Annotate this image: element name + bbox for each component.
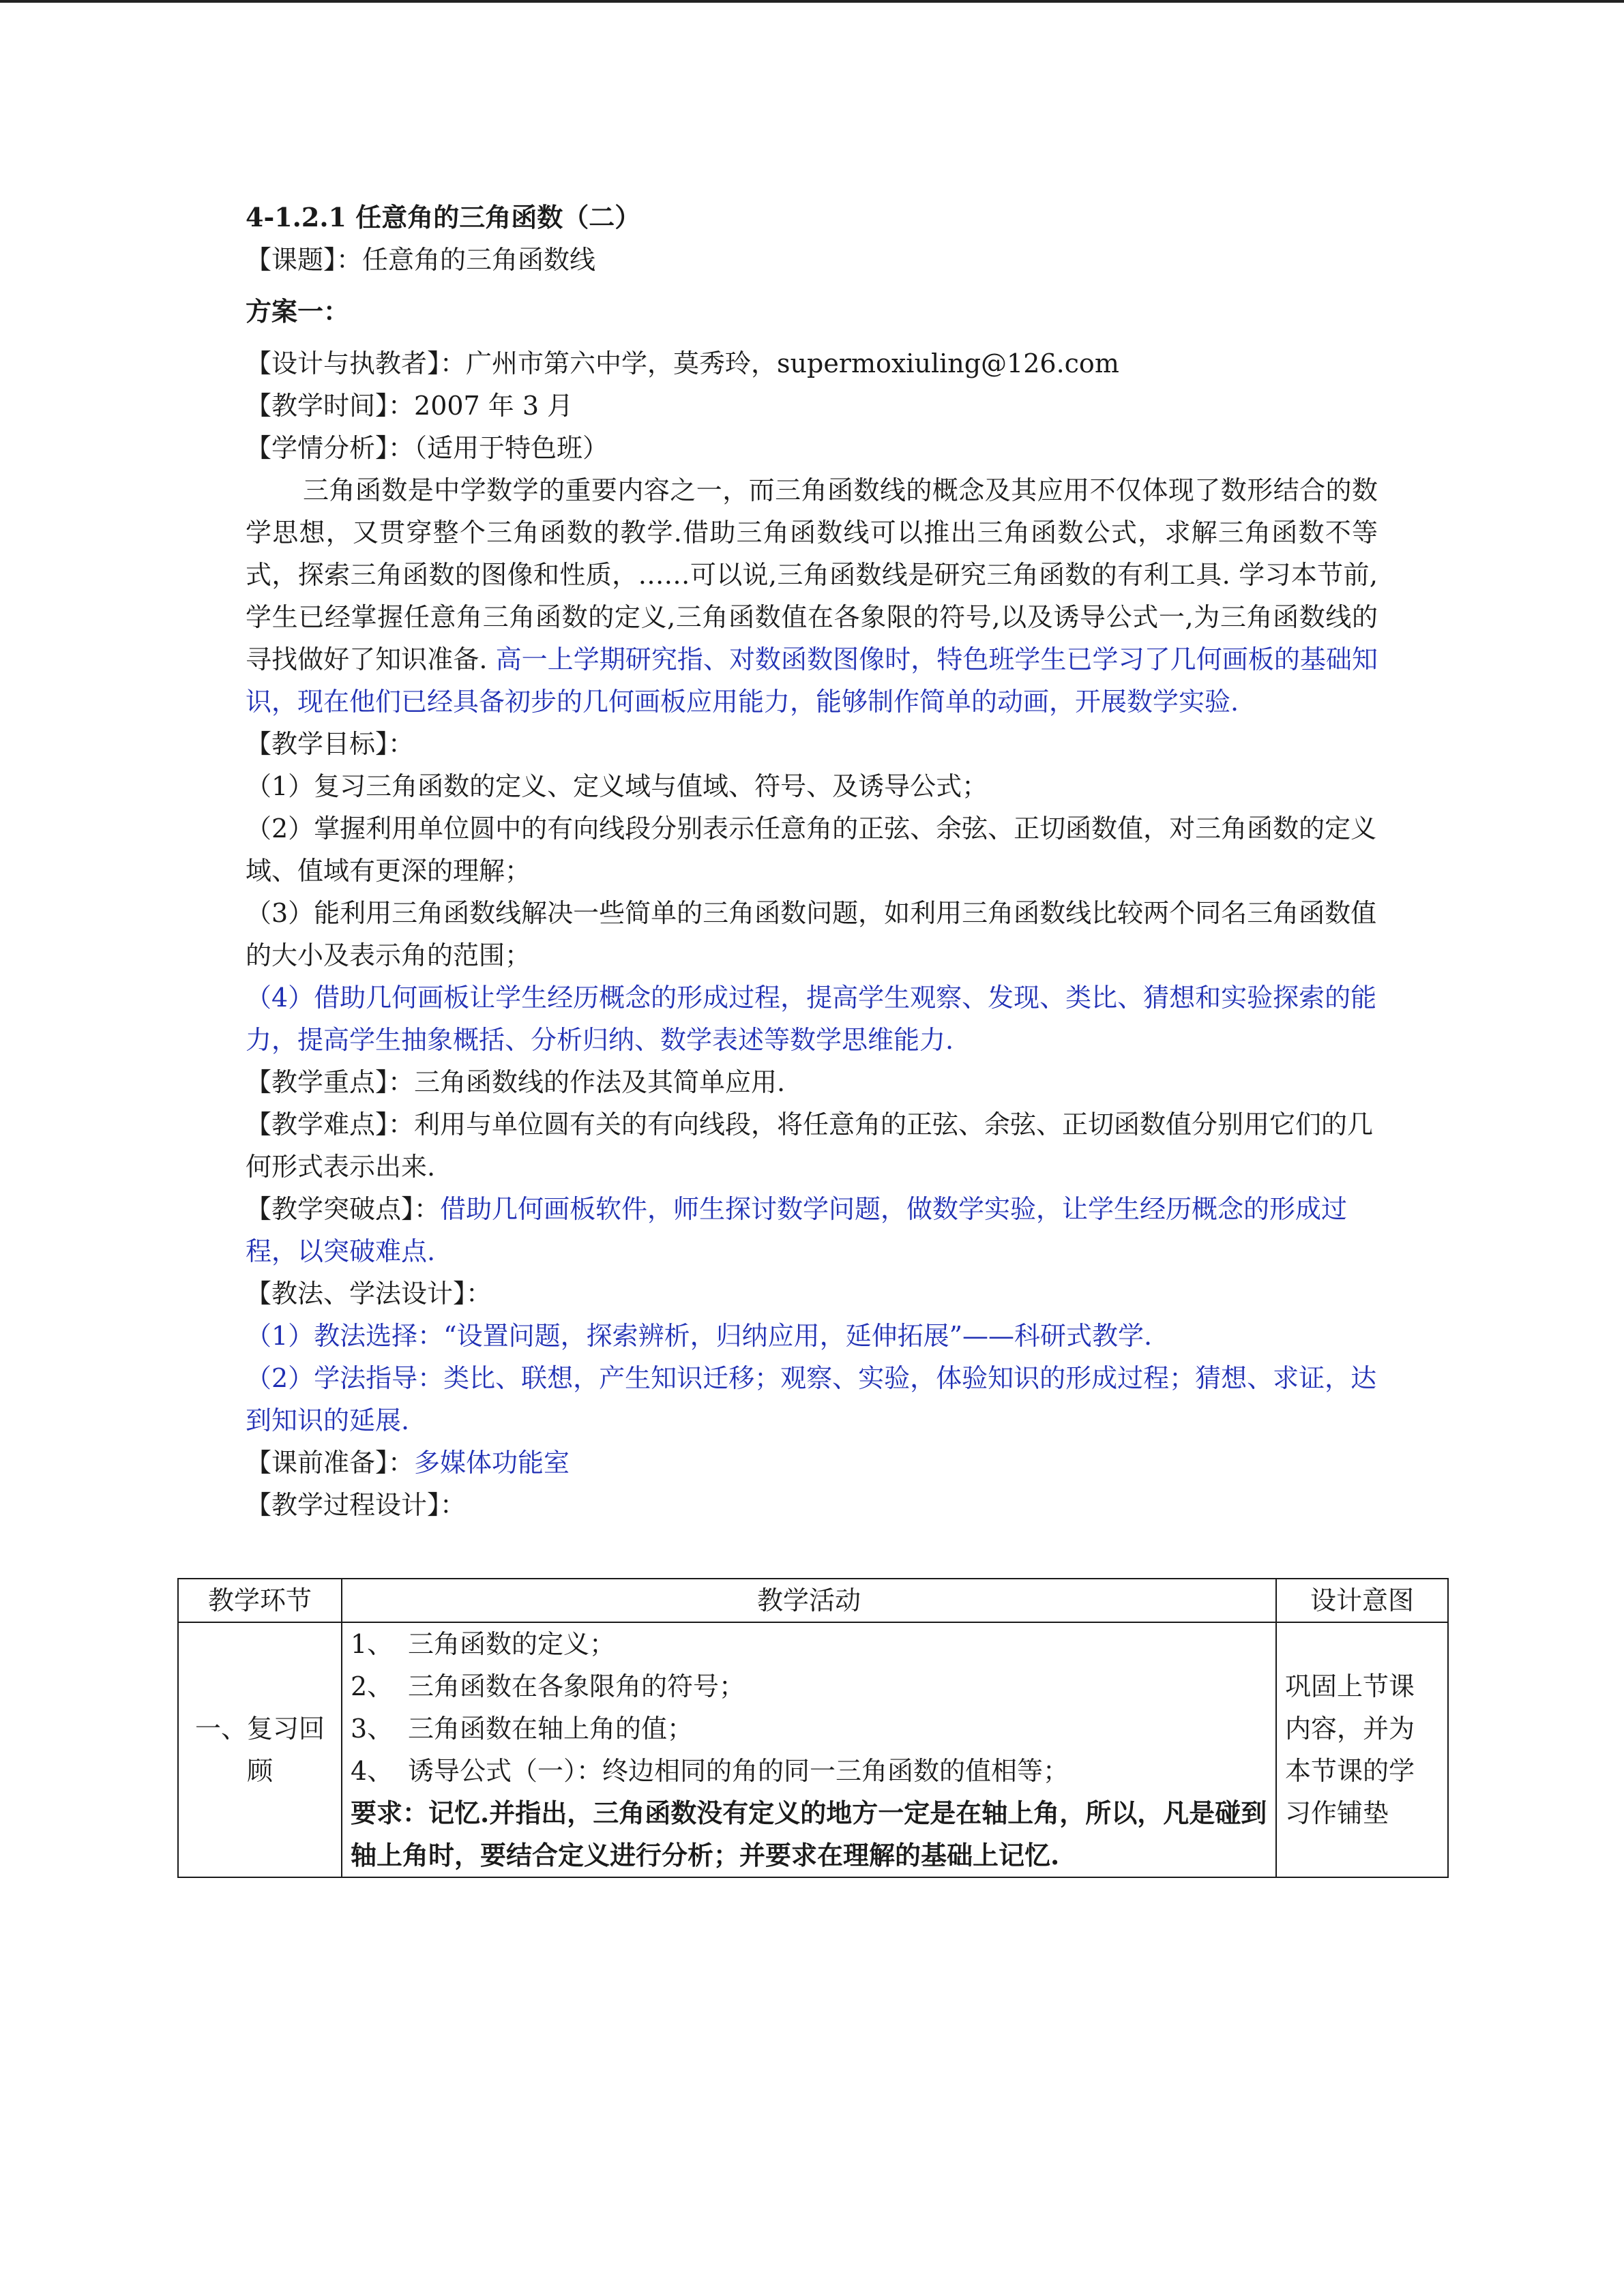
intent-cell: 巩固上节课内容，并为本节课的学习作铺垫 (1276, 1622, 1448, 1877)
process-label: 【教学过程设计】： (246, 1490, 467, 1520)
key-value: 三角函数线的作法及其简单应用. (414, 1067, 786, 1097)
activity-text: 三角函数在轴上角的值； (408, 1714, 694, 1744)
topic-row (246, 239, 1378, 281)
goal-3: （3）能利用三角函数线解决一些简单的三角函数问题，如利用三角函数线比较两个同名三角函数值的大小及表示角的范围； (246, 898, 1377, 970)
header-stage: 教学环节 (178, 1579, 342, 1622)
process-table (177, 1578, 1449, 1878)
breakthrough-row (246, 1188, 1378, 1272)
designer-label: 【设计与执教者】： (246, 348, 467, 378)
activity-text: 诱导公式（一）：终边相同的角的同一三角函数的值相等； (408, 1756, 1069, 1786)
analysis-paragraph (246, 469, 1378, 723)
goals-label: 【教学目标】： (246, 729, 415, 759)
activity-text: 三角函数的定义； (408, 1629, 616, 1659)
analysis-note: （适用于特色班） (414, 433, 609, 463)
time-label: 【教学时间】： (246, 391, 415, 421)
activity-text: 三角函数在各象限角的符号； (408, 1671, 745, 1701)
header-intent: 设计意图 (1276, 1579, 1448, 1622)
activity-number: 2、 (351, 1671, 394, 1701)
breakthrough-value: 借助几何画板软件，师生探讨数学问题，做数学实验，让学生经历概念的形成过程，以突破难点. (246, 1194, 1348, 1266)
difficulty-label: 【教学难点】： (246, 1109, 415, 1139)
method-2: （2）学法指导：类比、联想，产生知识迁移；观察、实验，体验知识的形成过程；猜想、求证，达到知识的延展. (246, 1363, 1377, 1435)
activity-item (351, 1708, 1267, 1750)
table-row (178, 1622, 1448, 1877)
time-row (246, 385, 1378, 427)
goal-2: （2）掌握利用单位圆中的有向线段分别表示任意角的正弦、余弦、正切函数值，对三角函数的定义域、值域有更深的理解； (246, 814, 1377, 886)
designer-row (246, 342, 1378, 385)
activity-requirement: 要求：记忆.并指出，三角函数没有定义的地方一定是在轴上角，所以，凡是碰到轴上角时，要结合定义进行分析；并要求在理解的基础上记忆. (351, 1798, 1267, 1870)
activity-cell (342, 1622, 1276, 1877)
prep-label: 【课前准备】： (246, 1448, 415, 1478)
activity-number: 1、 (351, 1629, 394, 1659)
analysis-text: 三角函数是中学数学的重要内容之一，而三角函数线的概念及其应用不仅体现了数形结合的数学思想，又贯穿整个三角函数的教学.借助三角函数线可以推出三角函数公式，求解三角函数不等式，探索三角函数的图像和性质，……可以说,三角函数线是研究三角函数的有利工具. 学习本节前,学生已经掌握任意角三角函数的定义,三角函数值在各象限的符号,以及诱导公式一,为三角函数线的寻找做好了知识准备. (246, 475, 1378, 674)
prep-row (246, 1442, 1378, 1484)
difficulty-row (246, 1103, 1378, 1188)
key-row (246, 1061, 1378, 1103)
topic-value: 任意角的三角函数线 (362, 245, 596, 275)
topic-label: 【课题】： (246, 245, 363, 275)
time-value: 2007 年 3 月 (414, 391, 574, 421)
breakthrough-label: 【教学突破点】： (246, 1194, 441, 1224)
activity-item (351, 1750, 1267, 1792)
activity-number: 3、 (351, 1714, 394, 1744)
stage-cell: 一、复习回顾 (178, 1622, 342, 1877)
header-activity: 教学活动 (342, 1579, 1276, 1622)
key-label: 【教学重点】： (246, 1067, 415, 1097)
method-1: （1）教法选择：“设置问题，探索辨析，归纳应用，延伸拓展”——科研式教学. (246, 1321, 1153, 1351)
activity-number: 4、 (351, 1756, 394, 1786)
analysis-row (246, 427, 1378, 469)
activity-item (351, 1665, 1267, 1708)
goal-1: （1）复习三角函数的定义、定义域与值域、符号、及诱导公式； (246, 771, 988, 801)
prep-value: 多媒体功能室 (414, 1448, 570, 1478)
method-label: 【教法、学法设计】： (246, 1279, 492, 1309)
difficulty-value: 利用与单位圆有关的有向线段，将任意角的正弦、余弦、正切函数值分别用它们的几何形式表示出来. (246, 1109, 1374, 1182)
analysis-text-highlight: 高一上学期研究指、对数函数图像时，特色班学生已学习了几何画板的基础知识，现在他们已经具备初步的几何画板应用能力，能够制作简单的动画，开展数学实验. (246, 644, 1378, 717)
analysis-label: 【学情分析】： (246, 433, 415, 463)
document-body (246, 196, 1378, 1526)
activity-item (351, 1623, 1267, 1665)
plan-heading: 方案一： (246, 296, 350, 327)
doc-title: 4-1.2.1 任意角的三角函数（二） (246, 202, 641, 233)
top-rule (0, 0, 1624, 3)
goal-4: （4）借助几何画板让学生经历概念的形成过程，提高学生观察、发现、类比、猜想和实验探索的能力，提高学生抽象概括、分析归纳、数学表述等数学思维能力. (246, 983, 1377, 1055)
designer-value: 广州市第六中学，莫秀玲，supermoxiuling@126.com (466, 348, 1119, 378)
table-header-row (178, 1579, 1448, 1622)
